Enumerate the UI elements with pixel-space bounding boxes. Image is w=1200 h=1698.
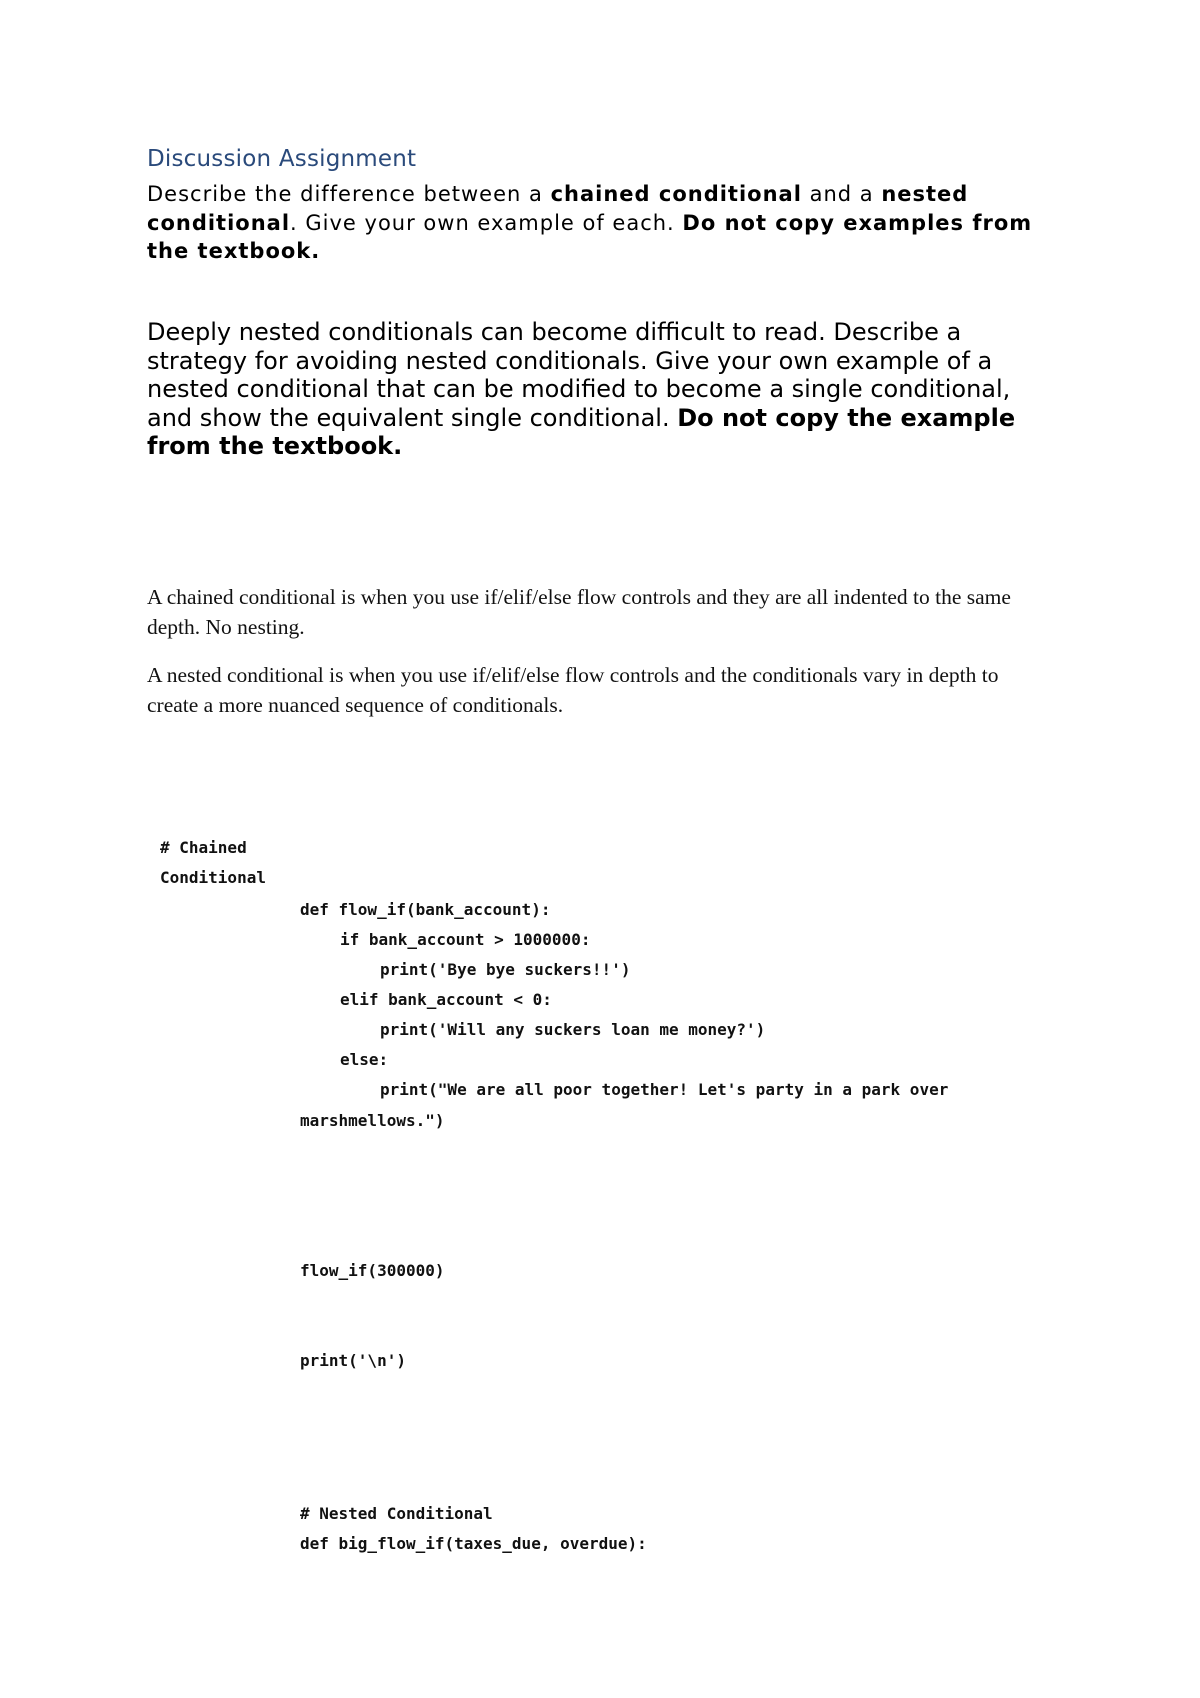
prompt1-text-1: Describe the difference between a (147, 182, 551, 206)
code-line: flow_if(300000) (300, 1261, 445, 1280)
code-line: print('Will any suckers loan me money?') (380, 1020, 766, 1039)
prompt1-text-3: . Give your own example of each. (290, 210, 683, 235)
code-line: Conditional (160, 868, 266, 887)
assignment-prompt-1 (147, 180, 1047, 266)
page-title: Discussion Assignment (147, 146, 417, 172)
prompt2-text: Deeply nested conditionals can become difficult to read. Describe a strategy for avoiding nested conditionals. Give your own example of a nested conditional that can be modified to become a single conditional, and show the equivalent single conditional. (147, 318, 1011, 432)
code-line: print("We are all poor together! Let's party in a park over (380, 1080, 949, 1099)
prompt1-bold-nested: nested conditional (147, 182, 969, 235)
code-line: # Nested Conditional (300, 1504, 493, 1523)
code-line: def big_flow_if(taxes_due, overdue): (300, 1534, 647, 1553)
code-line: print('Bye bye suckers!!') (380, 960, 631, 979)
code-line: # Chained (160, 838, 247, 857)
code-line: print('\n') (300, 1351, 406, 1370)
answer-nested-paragraph: A nested conditional is when you use if/elif/else flow controls and the conditionals vary in depth to create a more nuanced sequence of conditionals. (147, 663, 999, 717)
prompt2-bold-instruction: Do not copy the example from the textbook. (147, 403, 1016, 460)
answer-chained-paragraph: A chained conditional is when you use if/elif/else flow controls and they are all indented to the same depth. No nesting. (147, 585, 1011, 639)
code-line: elif bank_account < 0: (340, 990, 552, 1009)
prompt1-bold-instruction: Do not copy examples from the textbook. (147, 210, 1033, 263)
prompt1-text-2: and a (801, 182, 882, 206)
prompt1-bold-chained: chained conditional (550, 182, 802, 206)
assignment-prompt-2 (147, 318, 1047, 461)
code-line: marshmellows.") (300, 1111, 445, 1130)
code-line: else: (340, 1050, 389, 1069)
code-line: def flow_if(bank_account): (300, 900, 551, 919)
code-line: if bank_account > 1000000: (340, 930, 591, 949)
